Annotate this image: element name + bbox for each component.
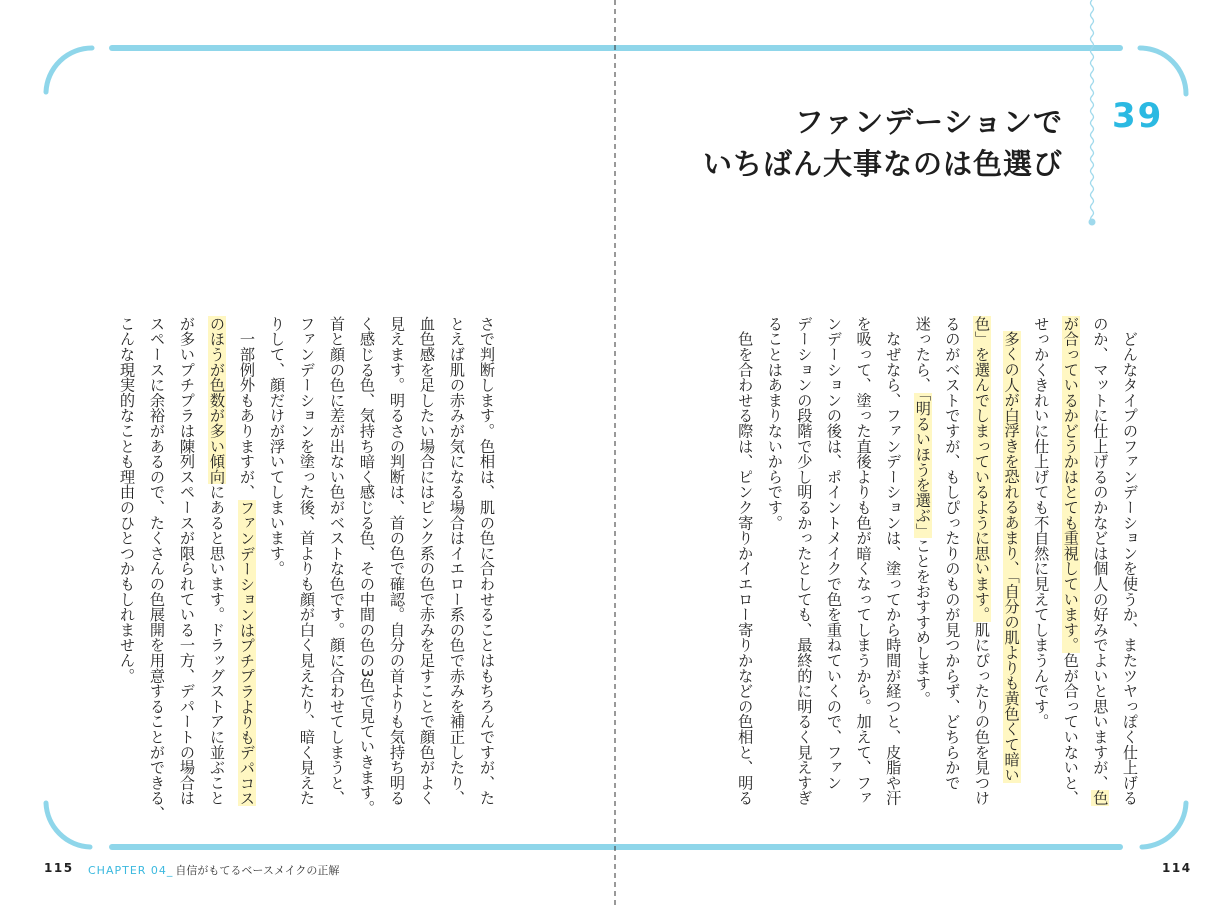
text-column [236,316,258,806]
wavy-vertical-line [1091,0,1094,222]
text-column [853,316,875,806]
text-segment: スペースに余裕があるので、たくさんの色展開を用意することができる、 [148,316,166,821]
text-column [356,316,378,816]
text-segment: 迷ったら、 [913,316,932,393]
text-column [971,316,993,806]
text-segment: りして、顔だけが浮いてしまいます。 [268,316,286,577]
text-column [823,316,845,806]
text-segment: 色が合っていないと、 [1061,652,1080,806]
text-column [176,316,198,806]
text-column [446,316,468,806]
text-column [416,316,438,806]
text-column [296,316,318,806]
text-segment: ることはあまりないからです。 [765,316,784,531]
text-segment: こんな現実的なことも理由のひとつかもしれません。 [118,316,136,684]
highlighted-text: 多くの人が白浮きを恐れるあまり、「自分の肌よりも黄色くて暗い [1002,331,1021,783]
text-segment: なぜなら、ファンデーションは、塗ってから時間が経つと、皮脂や汗 [884,316,903,806]
text-column [146,316,168,821]
text-column [941,316,963,806]
text-column [1060,316,1082,806]
text-segment: 見えます。明るさの判断は、首の色で確認。自分の首よりも気持ち明る [388,316,406,806]
highlighted-text: 色」を選んでしまっているように思います。 [973,316,991,622]
text-segment: 肌にぴったりの色を見つけ [973,622,991,806]
chapter-title: 自信がもてるベースメイクの正解 [175,864,340,877]
text-segment: く感じる色、気持ち暗く感じる色、その中間の色の3色で見ていきます。 [358,316,376,816]
text-segment: ファンデーションを塗った後、首よりも顔が白く見えたり、暗く見えた [298,316,316,806]
text-segment: 首と顔の色に差が出ない色がベストな色です。顔に合わせてしまうと、 [328,316,346,806]
highlighted-text: 色 [1091,790,1110,806]
text-segment: のか、マットに仕上げるのかなどは個人の好みでよいと思いますが、 [1091,316,1110,791]
text-segment: 一部例外もありますが、 [238,316,256,500]
text-column [266,316,288,806]
text-column [206,316,228,806]
section-number-badge: 39 [1112,96,1164,136]
text-segment: 血色感を足したい場合にはピンク系の色で赤みを足すことで顔色がよく [418,316,436,806]
wavy-line-end-dot [1089,219,1096,226]
text-segment: とえば肌の赤みが気になる場合はイエロー系の色で赤みを補正したり、 [448,316,466,806]
top-left-corner-arc [46,48,92,92]
text-segment: を吸って、塗った直後よりも色が暗くなってしまうから。加えて、ファ [854,316,873,806]
text-segment: が多いプチプラは陳列スペースが限られている一方、デパートの場合は [178,316,196,806]
text-segment: ことをおすすめします。 [913,537,932,707]
chapter-label: CHAPTER 04_ [88,864,174,877]
chapter-running-head [88,862,339,878]
highlighted-text: が合っているかどうかはとても重視しています。 [1061,316,1080,653]
text-segment [1003,316,1021,331]
page-title-line-1: ファンデーションで [794,105,1063,139]
text-column [734,316,756,806]
bottom-right-corner-arc [1142,803,1186,847]
text-segment: ンデーションの後は、ポイントメイクで色を重ねていくので、ファン [825,316,843,791]
highlighted-text: 「明るいほうを選ぶ」 [913,392,932,538]
text-column [764,316,786,806]
text-segment: デーションの段階で少し明るかったとしても、最終的に明るく見えすぎ [795,316,814,806]
text-column [912,316,934,806]
bottom-left-corner-arc [46,803,90,847]
highlighted-text: のほうが色数が多い傾向 [208,316,226,485]
text-segment: さで判断します。色相は、肌の色に合わせることはもちろんですが、た [478,316,496,806]
text-segment: どんなタイプのファンデーションを使うか、またツヤっぽく仕上げる [1121,316,1139,806]
text-column [116,316,138,806]
text-column [1119,316,1141,806]
text-column [476,316,498,806]
right-page-number: 114 [1162,861,1192,875]
text-column [882,316,904,806]
top-right-corner-arc [1140,48,1186,94]
highlighted-text: ファンデーションはプチプラよりもデパコス [238,499,256,806]
text-column [326,316,348,806]
page-title-line-2: いちばん大事なのは色選び [702,147,1063,181]
text-column [1089,316,1111,806]
text-segment: せっかくきれいに仕上げても不自然に見えてしまうんです。 [1032,316,1051,730]
text-segment: るのがベストですが、もしぴったりのものが見つからず、どちらかで [943,316,962,791]
text-segment: 色を合わせる際は、ピンク寄りかイエロー寄りかなどの色相と、明る [736,316,755,806]
text-column [386,316,408,806]
text-column [1001,316,1023,806]
text-column [1030,316,1052,806]
text-segment: にあると思います。ドラッグストアに並ぶこと [208,484,226,806]
text-column [793,316,815,806]
left-page-number: 115 [44,861,74,875]
